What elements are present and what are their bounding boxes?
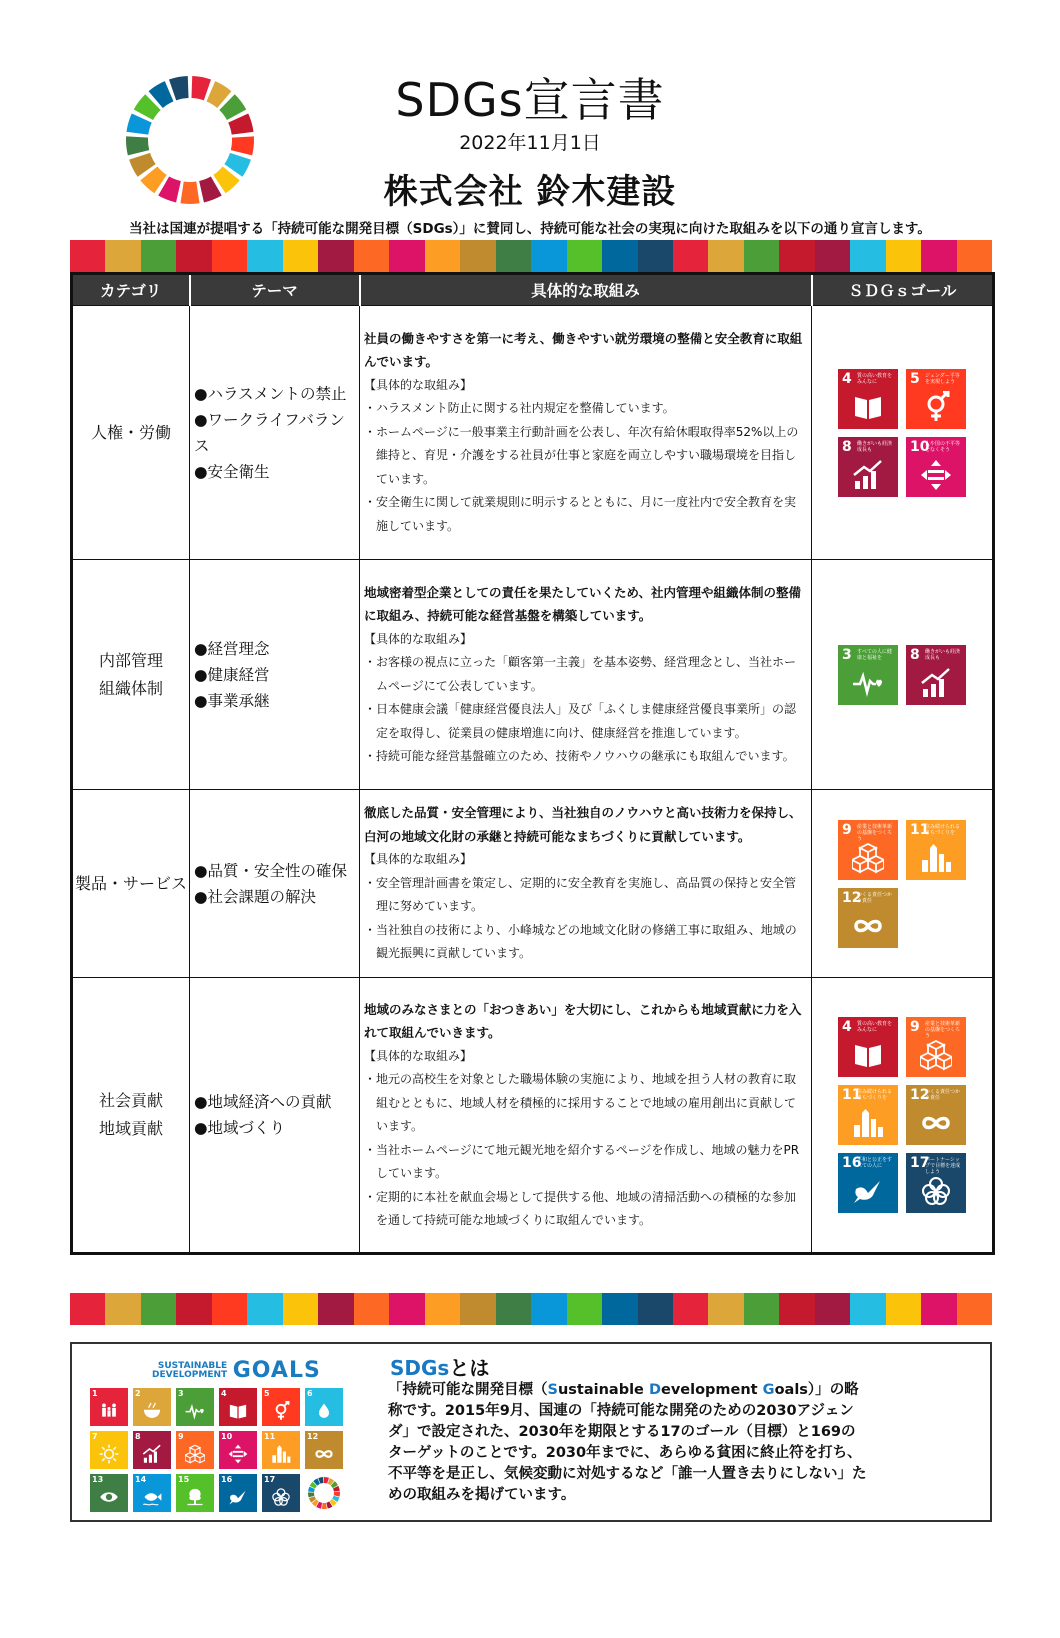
theme-item: ●地域づくり: [194, 1119, 286, 1137]
stripe-segment: [673, 240, 708, 272]
table-row: [72, 790, 994, 978]
dove-icon: [228, 1487, 248, 1507]
mini-goal-number: 13: [92, 1475, 104, 1484]
logo-small-line: DEVELOPMENT: [152, 1369, 228, 1380]
mini-goal-number: 9: [178, 1432, 184, 1441]
city-icon: [271, 1444, 291, 1464]
goal-grid: [812, 820, 992, 948]
theme-item: ●健康経営: [194, 665, 270, 684]
sdg-goal-4-tile: [838, 369, 898, 429]
category-label: 組織体制: [98, 678, 163, 698]
stripe-segment: [602, 1293, 637, 1325]
equality-icon: [228, 1444, 248, 1464]
goals-cell: [812, 306, 994, 560]
sdg-goal-11-tile: [838, 1085, 898, 1145]
sdg-goal-8-tile: [838, 437, 898, 497]
mini-goal-7-tile: [90, 1431, 128, 1469]
city-icon: [852, 1107, 884, 1139]
detail-item: ・お客様の視点に立った「顧客第一主義」を基本姿勢、経営理念とし、当社ホームページにて公表しています。: [364, 655, 797, 693]
theme-item: ●事業承継: [194, 691, 270, 710]
sdg-goal-4-tile: [838, 1017, 898, 1077]
category-cell: [72, 560, 190, 790]
stripe-segment: [70, 240, 105, 272]
mini-goal-number: 6: [307, 1389, 313, 1398]
detail-item: ・地元の高校生を対象とした職場体験の実施により、地域を担う人材の教育に取組むとともに、地域人材を積極的に採用することで地域の雇用創出に貢献しています。: [364, 1072, 797, 1133]
stripe-segment: [567, 1293, 602, 1325]
goal-number: 5: [910, 370, 920, 387]
mini-goal-number: 4: [221, 1389, 227, 1398]
detail-item: ・当社ホームページにて地元観光地を紹介するページを作成し、地域の魅力をPRしています。: [364, 1142, 800, 1180]
gender-icon: [920, 391, 952, 423]
book-icon: [228, 1401, 248, 1421]
mini-goal-17-tile: [262, 1474, 300, 1512]
stripe-segment: [70, 1293, 105, 1325]
rings-icon: [920, 1175, 952, 1207]
stripe-segment: [141, 240, 176, 272]
goals-cell: [812, 978, 994, 1254]
mini-goal-12-tile: [305, 1431, 343, 1469]
category-label: 内部管理: [98, 650, 163, 670]
intro-text: 当社は国連が提唱する「持続可能な開発目標（SDGs）」に賛同し、持続可能な社会の実現に向けた取組みを以下の通り宣言します。: [129, 221, 931, 237]
stripe-segment: [638, 240, 673, 272]
stripe-segment: [283, 1293, 318, 1325]
city-icon: [920, 842, 952, 874]
goal-number: 9: [842, 821, 852, 838]
theme-item: ●社会課題の解決: [194, 887, 317, 906]
mini-goal-number: 14: [135, 1475, 147, 1484]
stripe-segment: [850, 240, 885, 272]
eye-icon: [99, 1487, 119, 1507]
info-title: SDGsとは: [390, 1356, 490, 1380]
goal-title: パートナーシップで目標を達成しよう: [925, 1157, 961, 1175]
stripe-segment: [389, 240, 424, 272]
stripe-segment: [105, 1293, 140, 1325]
wheel-segment: [180, 182, 199, 204]
theme-item: ●地域経済への貢献: [194, 1093, 332, 1111]
equality-icon: [920, 459, 952, 491]
mini-goal-number: 10: [221, 1432, 233, 1441]
stripe-segment: [354, 240, 389, 272]
category-cell: [72, 978, 190, 1254]
category-label: 地域貢献: [98, 1119, 163, 1138]
book-icon: [852, 391, 884, 423]
tree-icon: [185, 1487, 205, 1507]
goal-number: 12: [910, 1087, 930, 1103]
stripe-segment: [318, 1293, 353, 1325]
mini-goal-number: 5: [264, 1389, 270, 1398]
goal-number: 17: [910, 1155, 930, 1171]
mini-goal-10-tile: [219, 1431, 257, 1469]
mini-goal-number: 1: [92, 1389, 98, 1398]
dove-icon: [852, 1175, 884, 1207]
sdg-goal-9-tile: [838, 820, 898, 880]
cubes-icon: [852, 842, 884, 874]
theme-cell: [190, 560, 360, 790]
mini-goal-3-tile: [176, 1388, 214, 1426]
mini-goal-number: 11: [264, 1432, 276, 1441]
table-row: [72, 306, 994, 560]
sdgs-logo: [152, 1358, 321, 1383]
gender-icon: [271, 1401, 291, 1421]
detail-item: ・ハラスメント防止に関する社内規定を整備しています。: [364, 401, 675, 416]
logo-goals-text: GOALS: [232, 1358, 321, 1383]
goal-title: 産業と技術革新の基盤をつくろう: [857, 823, 893, 842]
sdg-goal-12-tile: [838, 888, 898, 948]
stripe-segment: [105, 240, 140, 272]
wheel-segment: [191, 76, 211, 100]
goal-number: 3: [842, 646, 852, 663]
detail-item: ・持続可能な経営基盤確立のため、技術やノウハウの継承にも取組んでいます。: [364, 749, 795, 763]
mini-goal-number: 2: [135, 1389, 141, 1398]
detail-cell: [360, 790, 812, 978]
category-label: 人権・労働: [90, 422, 171, 442]
declaration-table: [70, 272, 995, 1255]
sdg-goal-17-tile: [906, 1153, 966, 1213]
stripe-segment: [779, 1293, 814, 1325]
wheel-segment: [169, 76, 189, 100]
rings-icon: [271, 1487, 291, 1507]
goal-number: 8: [910, 646, 920, 663]
stripe-segment: [176, 1293, 211, 1325]
sdgs-info-box: [70, 1342, 992, 1522]
stripe-segment: [708, 1293, 743, 1325]
detail-cell: [360, 560, 812, 790]
goal-title: 住み続けられるまちづくりを: [857, 1089, 893, 1101]
goal-title: 住み続けられるまちづくりを: [925, 823, 961, 836]
stripe-segment: [638, 1293, 673, 1325]
goal-number: 9: [910, 1019, 920, 1035]
sdg-goal-12-tile: [906, 1085, 966, 1145]
detail-item: ・安全衛生に関して就業規則に明示するとともに、月に一度社内で安全教育を実施しています。: [364, 495, 797, 533]
mini-goal-6-tile: [305, 1388, 343, 1426]
detail-label: 【具体的な取組み】: [364, 1048, 473, 1063]
stripe-segment: [531, 240, 566, 272]
sdg-goal-10-tile: [906, 437, 966, 497]
stripe-segment: [496, 1293, 531, 1325]
info-body: 「持続可能な開発目標（Sustainable Development Goals）」の略称です。2015年9月、国連の「持続可能な開発のための2030アジェンダ」で設定された、2030年を期限とする17のゴール（目標）と169のターゲットのことです。2030年までに、あらゆる貧困に終止符を打ち、不平等を是正し、気候変動に対処するなど「誰一人置き去りにしない」ための取組みを掲げています。: [388, 1382, 867, 1503]
mini-goal-1-tile: [90, 1388, 128, 1426]
stripe-segment: [673, 1293, 708, 1325]
detail-label: 【具体的な取組み】: [364, 631, 473, 646]
theme-item: ●品質・安全性の確保: [194, 861, 348, 880]
stripe-segment: [744, 1293, 779, 1325]
stripe-segment: [460, 1293, 495, 1325]
bowl-icon: [142, 1401, 162, 1421]
cubes-icon: [920, 1039, 952, 1071]
stripe-segment: [602, 240, 637, 272]
stripe-segment: [957, 240, 992, 272]
table-row: [72, 560, 994, 790]
stripe-segment: [247, 1293, 282, 1325]
header-detail: 具体的な取組み: [360, 274, 812, 306]
stripe-segment: [779, 240, 814, 272]
mini-goal-13-tile: [90, 1474, 128, 1512]
theme-cell: [190, 790, 360, 978]
stripe-segment: [815, 240, 850, 272]
category-label: 製品・サービス: [74, 873, 187, 893]
color-stripe-top: [70, 240, 992, 272]
goal-grid: [812, 369, 992, 497]
growth-chart-icon: [920, 667, 952, 699]
stripe-segment: [247, 240, 282, 272]
stripe-segment: [531, 1293, 566, 1325]
mini-goal-15-tile: [176, 1474, 214, 1512]
goal-title: すべての人に健康と福祉を: [857, 648, 892, 661]
mini-goal-4-tile: [219, 1388, 257, 1426]
water-icon: [314, 1401, 334, 1421]
goal-number: 12: [842, 889, 862, 906]
stripe-segment: [425, 1293, 460, 1325]
mini-goal-number: 12: [307, 1432, 319, 1441]
mini-goal-16-tile: [219, 1474, 257, 1512]
stripe-segment: [283, 240, 318, 272]
stripe-segment: [708, 240, 743, 272]
goal-title: 人や国の不平等をなくそう: [925, 440, 961, 453]
wheel-segment: [231, 136, 254, 155]
category-label: 社会貢献: [98, 1091, 163, 1110]
stripe-segment: [496, 240, 531, 272]
theme-cell: [190, 978, 360, 1254]
goal-title: ジェンダー平等を実現しよう: [925, 372, 960, 385]
theme-item: ●経営理念: [194, 639, 270, 658]
heartbeat-icon: [185, 1401, 205, 1421]
goal-number: 11: [842, 1087, 862, 1103]
category-cell: [72, 790, 190, 978]
mini-goal-9-tile: [176, 1431, 214, 1469]
growth-chart-icon: [852, 459, 884, 491]
mini-goal-number: 8: [135, 1432, 141, 1441]
sdg-goal-8-tile: [906, 645, 966, 705]
mini-goal-11-tile: [262, 1431, 300, 1469]
detail-item: ・日本健康会議「健康経営優良法人」及び「ふくしま健康経営優良事業所」の認定を取得し、従業員の健康増進に向け、健康経営を推進しています。: [364, 702, 797, 740]
stripe-segment: [921, 1293, 956, 1325]
detail-item: ・当社独自の技術により、小峰城などの地域文化財の修繕工事に取組み、地域の観光振興に貢献しています。: [364, 922, 797, 961]
cubes-icon: [185, 1444, 205, 1464]
header-category: カテゴリ: [72, 274, 190, 306]
mini-wheel-tile: [305, 1474, 343, 1512]
sdg-goal-grid: [90, 1388, 343, 1512]
declaration-date: 2022年11月1日: [459, 132, 601, 154]
theme-item: ●安全衛生: [194, 462, 270, 481]
detail-lead: 社員の働きやすさを第一に考え、働きやすい就労環境の整備と安全教育に取組んでいます。: [364, 330, 803, 370]
stripe-segment: [815, 1293, 850, 1325]
detail-cell: [360, 978, 812, 1254]
sdg-goal-11-tile: [906, 820, 966, 880]
goal-title: 働きがいも経済成長も: [925, 648, 961, 661]
detail-item: ・定期的に本社を献血会場として提供する他、地域の清掃活動への積極的な参加を通して持続可能な地域づくりに取組んでいます。: [364, 1189, 797, 1227]
detail-item: ・ホームページに一般事業主行動計画を公表し、年次有給休暇取得率52%以上の維持と、育児・介護をする社員が仕事と家庭を両立しやすい職場環境を目指しています。: [364, 424, 799, 486]
goal-number: 10: [910, 438, 930, 455]
stripe-segment: [176, 240, 211, 272]
detail-lead: 地域密着型企業としての責任を果たしていくため、社内管理や組織体制の整備に取組み、持続可能な経営基盤を構築しています。: [364, 584, 802, 623]
stripe-segment: [921, 240, 956, 272]
stripe-segment: [425, 240, 460, 272]
color-stripe-bottom: [70, 1293, 992, 1325]
stripe-segment: [354, 1293, 389, 1325]
wheel-segment: [126, 136, 149, 155]
goal-grid: [812, 645, 992, 705]
goal-number: 16: [842, 1155, 862, 1171]
mini-goal-number: 3: [178, 1389, 184, 1398]
table-header-row: [72, 274, 994, 306]
category-cell: [72, 306, 190, 560]
goal-title: 質の高い教育をみんなに: [857, 1021, 893, 1033]
goal-number: 4: [842, 370, 852, 387]
header-theme: テーマ: [190, 274, 360, 306]
growth-chart-icon: [142, 1444, 162, 1464]
mini-goal-8-tile: [133, 1431, 171, 1469]
mini-goal-5-tile: [262, 1388, 300, 1426]
sdg-goal-9-tile: [906, 1017, 966, 1077]
stripe-segment: [886, 1293, 921, 1325]
stripe-segment: [212, 240, 247, 272]
stripe-segment: [212, 1293, 247, 1325]
stripe-segment: [567, 240, 602, 272]
stripe-segment: [850, 1293, 885, 1325]
goal-number: 8: [842, 438, 852, 455]
goal-title: 産業と技術革新の基盤をつくろう: [925, 1021, 961, 1039]
mini-goal-number: 16: [221, 1475, 233, 1484]
header-goals: ＳＤＧｓゴール: [812, 274, 994, 306]
mini-goal-14-tile: [133, 1474, 171, 1512]
table-row: [72, 978, 994, 1254]
detail-label: 【具体的な取組み】: [364, 852, 473, 867]
stripe-segment: [318, 240, 353, 272]
fish-icon: [142, 1487, 162, 1507]
theme-cell: [190, 306, 360, 560]
goal-number: 11: [910, 821, 930, 838]
detail-item: ・安全管理計画書を策定し、定期的に安全教育を実施し、高品質の保持と安全管理に努めています。: [364, 875, 797, 914]
goal-title: 働きがいも経済成長も: [857, 440, 893, 453]
book-icon: [852, 1039, 884, 1071]
company-name: 株式会社 鈴木建設: [383, 172, 677, 212]
mini-goal-2-tile: [133, 1388, 171, 1426]
goal-grid: [812, 1017, 992, 1213]
sun-icon: [99, 1444, 119, 1464]
sdg-goal-16-tile: [838, 1153, 898, 1213]
detail-lead: 地域のみなさまとの「おつきあい」を大切にし、これからも地域貢献に力を入れて取組んでいきます。: [364, 1001, 802, 1040]
stripe-segment: [460, 240, 495, 272]
page-title: SDGs宣言書: [395, 73, 665, 127]
goal-title: 平和と公正をすべての人に: [857, 1157, 893, 1169]
mini-goal-number: 7: [92, 1432, 98, 1441]
infinity-icon: [920, 1107, 952, 1139]
goals-cell: [812, 790, 994, 978]
family-icon: [99, 1401, 119, 1421]
goal-title: 質の高い教育をみんなに: [857, 372, 893, 385]
detail-lead: 徹底した品質・安全管理により、当社独自のノウハウと高い技術力を保持し、白河の地域文化財の承継と持続可能なまちづくりに貢献しています。: [364, 805, 802, 844]
goals-cell: [812, 560, 994, 790]
infinity-icon: [852, 910, 884, 942]
stripe-segment: [886, 240, 921, 272]
heartbeat-icon: [852, 667, 884, 699]
infinity-icon: [314, 1444, 334, 1464]
sdg-wheel-logo: [124, 74, 256, 206]
stripe-segment: [957, 1293, 992, 1325]
logo-small-line: SUSTAINABLE: [157, 1360, 228, 1371]
mini-goal-number: 17: [264, 1475, 276, 1484]
theme-item: ●ワークライフバランス: [194, 410, 345, 455]
detail-label: 【具体的な取組み】: [364, 377, 473, 392]
mini-goal-number: 15: [178, 1475, 190, 1484]
sdg-goal-5-tile: [906, 369, 966, 429]
goal-title: つくる責任つかう責任: [925, 1089, 961, 1101]
theme-item: ●ハラスメントの禁止: [194, 384, 347, 403]
stripe-segment: [389, 1293, 424, 1325]
stripe-segment: [744, 240, 779, 272]
stripe-segment: [141, 1293, 176, 1325]
goal-title: つくる責任つかう責任: [857, 891, 893, 904]
sdg-goal-3-tile: [838, 645, 898, 705]
sdg-wheel-icon: [305, 1474, 343, 1512]
goal-number: 4: [842, 1019, 852, 1035]
detail-cell: [360, 306, 812, 560]
